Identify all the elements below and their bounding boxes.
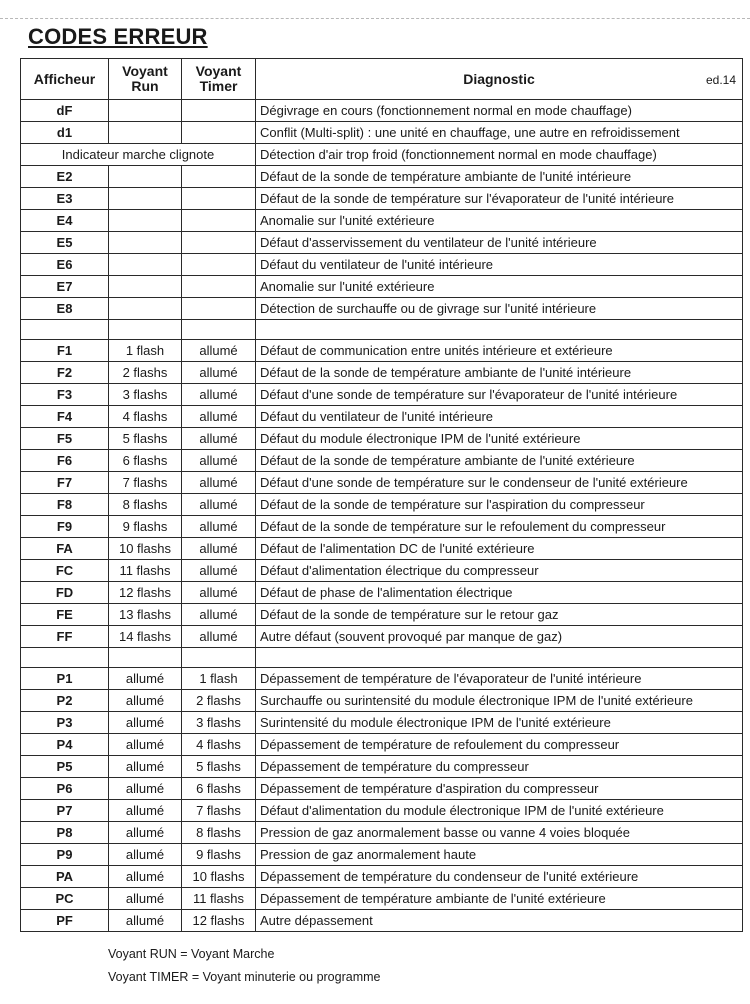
diagnostic-cell: Défaut d'asservissement du ventilateur de l'unité intérieure [256, 232, 743, 254]
legend-run: Voyant RUN = Voyant Marche [108, 947, 275, 961]
timer-cell: allumé [182, 604, 256, 626]
table-row [21, 188, 743, 210]
table-row [21, 756, 743, 778]
diagnostic-cell: Autre dépassement [256, 910, 743, 932]
run-cell: allumé [109, 910, 182, 932]
run-cell: allumé [109, 778, 182, 800]
run-cell [109, 210, 182, 232]
run-cell: allumé [109, 734, 182, 756]
table-row [21, 276, 743, 298]
diagnostic-cell: Défaut d'alimentation du module électronique IPM de l'unité extérieure [256, 800, 743, 822]
timer-cell: 5 flashs [182, 756, 256, 778]
table-row [21, 406, 743, 428]
code-cell: E7 [21, 276, 109, 298]
diagnostic-cell: Autre défaut (souvent provoqué par manque de gaz) [256, 626, 743, 648]
timer-cell: allumé [182, 450, 256, 472]
diagnostic-cell: Défaut de la sonde de température sur le retour gaz [256, 604, 743, 626]
timer-cell: allumé [182, 406, 256, 428]
code-cell: F2 [21, 362, 109, 384]
empty-cell [182, 648, 256, 668]
diagnostic-cell: Anomalie sur l'unité extérieure [256, 276, 743, 298]
timer-cell [182, 100, 256, 122]
run-cell: 8 flashs [109, 494, 182, 516]
timer-cell [182, 122, 256, 144]
diagnostic-cell: Détection de surchauffe ou de givrage sur l'unité intérieure [256, 298, 743, 320]
run-cell [109, 122, 182, 144]
run-cell: 11 flashs [109, 560, 182, 582]
code-cell: F4 [21, 406, 109, 428]
code-cell: F3 [21, 384, 109, 406]
run-cell: allumé [109, 866, 182, 888]
code-cell: E6 [21, 254, 109, 276]
code-cell: F9 [21, 516, 109, 538]
diagnostic-cell: Dépassement de température de l'évaporateur de l'unité intérieure [256, 668, 743, 690]
run-cell: allumé [109, 690, 182, 712]
code-cell: P2 [21, 690, 109, 712]
timer-cell [182, 298, 256, 320]
timer-cell [182, 210, 256, 232]
diagnostic-cell: Défaut d'une sonde de température sur le condenseur de l'unité extérieure [256, 472, 743, 494]
timer-cell: allumé [182, 494, 256, 516]
run-cell: 6 flashs [109, 450, 182, 472]
timer-cell: allumé [182, 538, 256, 560]
run-cell [109, 276, 182, 298]
run-cell: 4 flashs [109, 406, 182, 428]
code-cell: FD [21, 582, 109, 604]
diagnostic-cell: Défaut de la sonde de température sur l'aspiration du compresseur [256, 494, 743, 516]
header-voyant-timer: Voyant Timer [182, 59, 256, 100]
run-cell [109, 100, 182, 122]
diagnostic-cell: Défaut de communication entre unités intérieure et extérieure [256, 340, 743, 362]
diagnostic-cell: Dégivrage en cours (fonctionnement normal en mode chauffage) [256, 100, 743, 122]
code-cell: FE [21, 604, 109, 626]
diagnostic-cell: Dépassement de température ambiante de l'unité extérieure [256, 888, 743, 910]
code-cell: F6 [21, 450, 109, 472]
table-row [21, 516, 743, 538]
code-cell: E8 [21, 298, 109, 320]
table-row [21, 712, 743, 734]
table-row [21, 560, 743, 582]
code-cell: P5 [21, 756, 109, 778]
run-cell: allumé [109, 800, 182, 822]
diagnostic-cell: Défaut d'alimentation électrique du compresseur [256, 560, 743, 582]
legend-timer: Voyant TIMER = Voyant minuterie ou programme [108, 970, 381, 984]
timer-cell: 6 flashs [182, 778, 256, 800]
code-cell: P1 [21, 668, 109, 690]
run-cell: 2 flashs [109, 362, 182, 384]
run-cell [109, 254, 182, 276]
timer-cell [182, 276, 256, 298]
merged-indicator-cell: Indicateur marche clignote [21, 144, 256, 166]
empty-cell [256, 648, 743, 668]
timer-cell: 11 flashs [182, 888, 256, 910]
timer-cell: 4 flashs [182, 734, 256, 756]
timer-cell: allumé [182, 428, 256, 450]
table-row [21, 888, 743, 910]
code-cell: FC [21, 560, 109, 582]
table-row [21, 822, 743, 844]
run-cell: 7 flashs [109, 472, 182, 494]
timer-cell: allumé [182, 560, 256, 582]
diagnostic-cell: Défaut d'une sonde de température sur l'évaporateur de l'unité intérieure [256, 384, 743, 406]
run-cell: 12 flashs [109, 582, 182, 604]
run-cell: allumé [109, 712, 182, 734]
run-cell: 5 flashs [109, 428, 182, 450]
code-cell: F8 [21, 494, 109, 516]
header-voyant-run: Voyant Run [109, 59, 182, 100]
timer-cell: allumé [182, 582, 256, 604]
timer-cell: 7 flashs [182, 800, 256, 822]
table-row [21, 298, 743, 320]
diagnostic-cell: Défaut de la sonde de température sur le refoulement du compresseur [256, 516, 743, 538]
timer-cell: allumé [182, 340, 256, 362]
table-row [21, 910, 743, 932]
code-cell: FA [21, 538, 109, 560]
table-row [21, 626, 743, 648]
diagnostic-cell: Dépassement de température du condenseur de l'unité extérieure [256, 866, 743, 888]
table-row [21, 166, 743, 188]
header-diagnostic-label: Diagnostic [463, 70, 535, 87]
table-row [21, 844, 743, 866]
diagnostic-cell: Défaut de la sonde de température ambiante de l'unité extérieure [256, 450, 743, 472]
run-cell: 1 flash [109, 340, 182, 362]
table-row [21, 428, 743, 450]
code-cell: PF [21, 910, 109, 932]
header-diagnostic [256, 59, 743, 100]
diagnostic-cell: Surchauffe ou surintensité du module électronique IPM de l'unité extérieure [256, 690, 743, 712]
table-row [21, 122, 743, 144]
code-cell: E3 [21, 188, 109, 210]
table-row [21, 144, 743, 166]
run-cell: allumé [109, 888, 182, 910]
diagnostic-cell: Défaut du ventilateur de l'unité intérieure [256, 254, 743, 276]
code-cell: P4 [21, 734, 109, 756]
table-row [21, 472, 743, 494]
timer-cell: allumé [182, 362, 256, 384]
diagnostic-cell: Défaut de phase de l'alimentation électrique [256, 582, 743, 604]
code-cell: F7 [21, 472, 109, 494]
diagnostic-cell: Défaut de la sonde de température sur l'évaporateur de l'unité intérieure [256, 188, 743, 210]
empty-cell [109, 320, 182, 340]
diagnostic-cell: Défaut du ventilateur de l'unité intérieure [256, 406, 743, 428]
code-cell: dF [21, 100, 109, 122]
timer-cell: 8 flashs [182, 822, 256, 844]
code-cell: P8 [21, 822, 109, 844]
timer-cell: 3 flashs [182, 712, 256, 734]
run-cell: 3 flashs [109, 384, 182, 406]
table-body [21, 100, 743, 932]
table-row [21, 340, 743, 362]
table-row [21, 866, 743, 888]
spacer-row [21, 648, 743, 668]
table-row [21, 494, 743, 516]
diagnostic-cell: Pression de gaz anormalement haute [256, 844, 743, 866]
diagnostic-cell: Dépassement de température du compresseur [256, 756, 743, 778]
code-cell: P9 [21, 844, 109, 866]
code-cell: P3 [21, 712, 109, 734]
run-cell: allumé [109, 756, 182, 778]
diagnostic-cell: Défaut de la sonde de température ambiante de l'unité intérieure [256, 362, 743, 384]
empty-cell [21, 320, 109, 340]
empty-cell [256, 320, 743, 340]
table-row [21, 362, 743, 384]
table-row [21, 582, 743, 604]
diagnostic-cell: Surintensité du module électronique IPM de l'unité extérieure [256, 712, 743, 734]
empty-cell [109, 648, 182, 668]
timer-cell: 9 flashs [182, 844, 256, 866]
scan-edge-line [0, 18, 750, 19]
diagnostic-cell: Anomalie sur l'unité extérieure [256, 210, 743, 232]
code-cell: PC [21, 888, 109, 910]
table-row [21, 778, 743, 800]
code-cell: P6 [21, 778, 109, 800]
timer-cell: allumé [182, 384, 256, 406]
code-cell: F5 [21, 428, 109, 450]
run-cell [109, 298, 182, 320]
timer-cell [182, 166, 256, 188]
edition-mark: ed.14 [705, 73, 736, 87]
code-cell: PA [21, 866, 109, 888]
table-row [21, 384, 743, 406]
run-cell: allumé [109, 844, 182, 866]
table-row [21, 232, 743, 254]
table-row [21, 690, 743, 712]
table-row [21, 210, 743, 232]
header-afficheur: Afficheur [21, 59, 109, 100]
table-row [21, 800, 743, 822]
run-cell: allumé [109, 822, 182, 844]
diagnostic-cell: Dépassement de température d'aspiration du compresseur [256, 778, 743, 800]
code-cell: F1 [21, 340, 109, 362]
timer-cell: allumé [182, 626, 256, 648]
table-row [21, 450, 743, 472]
code-cell: E4 [21, 210, 109, 232]
page-title: CODES ERREUR [28, 24, 208, 49]
code-cell: P7 [21, 800, 109, 822]
diagnostic-cell: Conflit (Multi-split) : une unité en chauffage, une autre en refroidissement [256, 122, 743, 144]
timer-cell: 10 flashs [182, 866, 256, 888]
table-row [21, 100, 743, 122]
timer-cell: 12 flashs [182, 910, 256, 932]
timer-cell: allumé [182, 472, 256, 494]
timer-cell: allumé [182, 516, 256, 538]
error-codes-table [20, 58, 743, 932]
code-cell: E2 [21, 166, 109, 188]
diagnostic-cell: Défaut du module électronique IPM de l'unité extérieure [256, 428, 743, 450]
diagnostic-cell: Défaut de l'alimentation DC de l'unité extérieure [256, 538, 743, 560]
table-row [21, 734, 743, 756]
table-header-row [21, 59, 743, 100]
run-cell [109, 166, 182, 188]
timer-cell: 1 flash [182, 668, 256, 690]
empty-cell [182, 320, 256, 340]
run-cell: 9 flashs [109, 516, 182, 538]
diagnostic-cell: Détection d'air trop froid (fonctionnement normal en mode chauffage) [256, 144, 743, 166]
run-cell: 10 flashs [109, 538, 182, 560]
code-cell: E5 [21, 232, 109, 254]
table-row [21, 668, 743, 690]
timer-cell: 2 flashs [182, 690, 256, 712]
table-row [21, 254, 743, 276]
code-cell: d1 [21, 122, 109, 144]
code-cell: FF [21, 626, 109, 648]
run-cell: 13 flashs [109, 604, 182, 626]
table-row [21, 538, 743, 560]
timer-cell [182, 188, 256, 210]
timer-cell [182, 254, 256, 276]
run-cell: 14 flashs [109, 626, 182, 648]
table-row [21, 604, 743, 626]
run-cell [109, 188, 182, 210]
diagnostic-cell: Pression de gaz anormalement basse ou vanne 4 voies bloquée [256, 822, 743, 844]
timer-cell [182, 232, 256, 254]
run-cell: allumé [109, 668, 182, 690]
diagnostic-cell: Dépassement de température de refoulement du compresseur [256, 734, 743, 756]
empty-cell [21, 648, 109, 668]
spacer-row [21, 320, 743, 340]
run-cell [109, 232, 182, 254]
diagnostic-cell: Défaut de la sonde de température ambiante de l'unité intérieure [256, 166, 743, 188]
